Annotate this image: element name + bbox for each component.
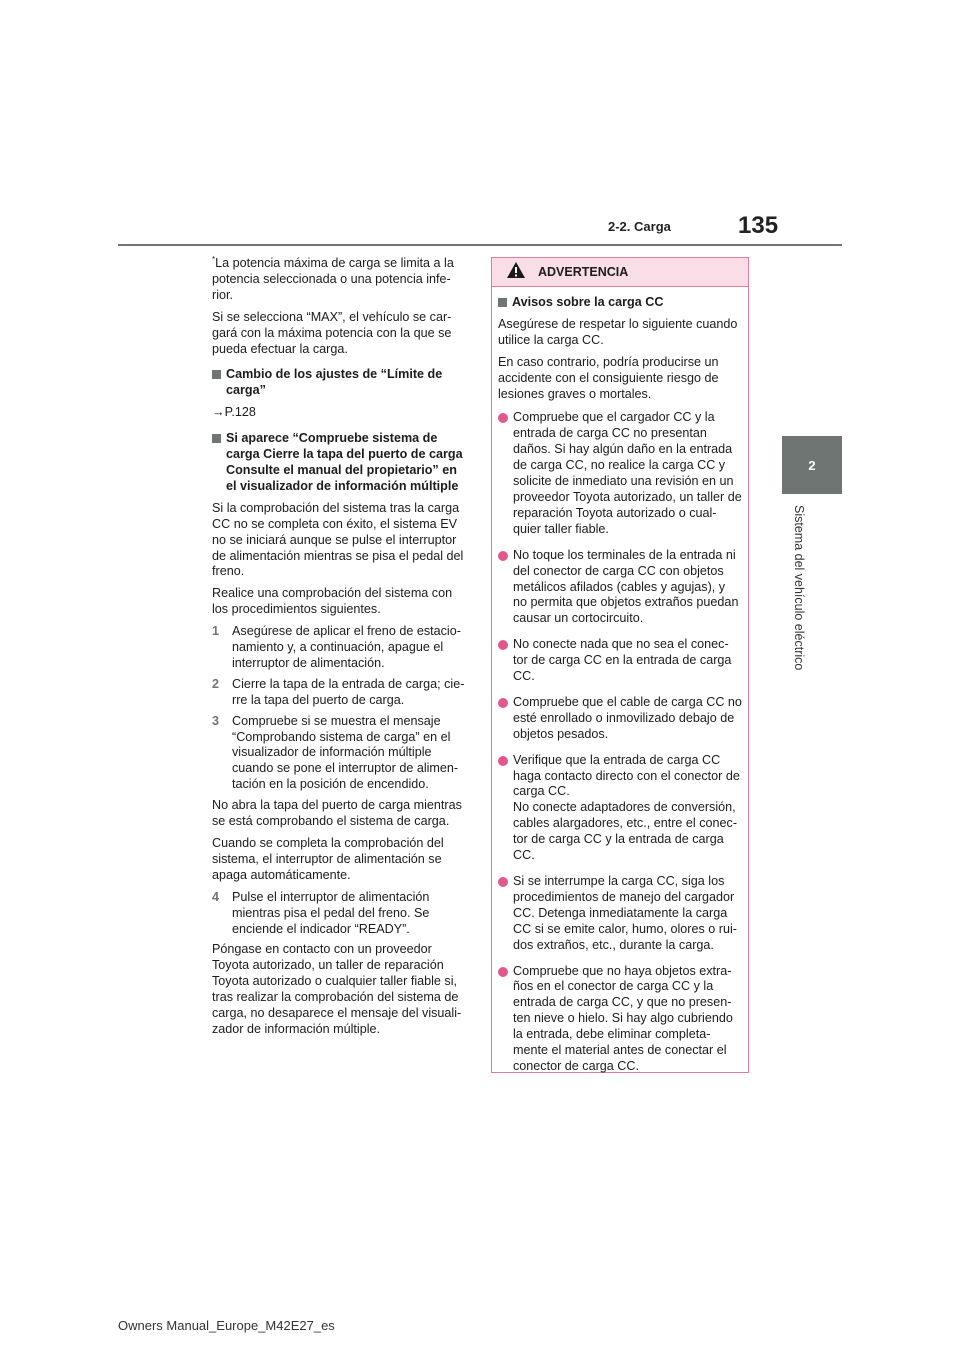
- step-text: Cierre la tapa de la entrada de carga; cie-rre la tapa del puerto de carga.: [232, 676, 465, 707]
- step: [212, 890, 470, 938]
- warning-subheading: [498, 295, 742, 311]
- warning-triangle-icon: [506, 261, 526, 284]
- footnote-mark: *: [212, 255, 216, 264]
- warning-header: [492, 258, 748, 287]
- heading-message-text: Si aparece “Compruebe sistema de carga Cierre la tapa del puerto de carga Consulte el manual del propietario” en el visualizador de información múltiple: [226, 431, 463, 493]
- para-no-open: No abra la tapa del puerto de carga mientras se está comprobando el sistema de carga.: [212, 798, 462, 829]
- para-procedure: Realice una comprobación del sistema con los procedimientos siguientes.: [212, 586, 453, 617]
- warning-bullet: [498, 874, 742, 954]
- warning-bullet-text: No toque los terminales de la entrada ni del conector de carga CC con objetos metálicos afilados (cables y agujas), y no permita que objetos extraños puedan causar un cortocircuito.: [513, 547, 739, 626]
- step-number: 2: [212, 676, 220, 691]
- step-number: 3: [212, 713, 220, 728]
- page-reference: →P.128: [212, 405, 256, 420]
- warning-body: [492, 287, 748, 1075]
- warning-bullet-text: Verifique que la entrada de carga CC haga contacto directo con el conector de carga CC. No conecte adaptadores de conversión, cables alargadores, etc., entre el conec-tor de carga CC y la entrada de carga CC.: [513, 752, 740, 863]
- chapter-label: Sistema del vehículo eléctrico: [792, 505, 806, 671]
- bullet-dot-icon: [498, 413, 508, 423]
- warning-box: [491, 257, 749, 1073]
- chapter-tab: 2: [782, 436, 842, 494]
- warning-bullet: [498, 964, 742, 1075]
- left-column: [212, 256, 470, 1044]
- warning-bullet-text: Compruebe que el cargador CC y la entrada de carga CC no presentan daños. Si hay algún daño en la entrada de carga CC, no realice la carga CC y solicite de inmediato una revisión en un proveedor Toyota autorizado, un taller de reparación Toyota autorizado o cual-quier taller fiable.: [513, 410, 742, 536]
- warning-bullet: [498, 753, 742, 864]
- warning-bullet: [498, 410, 742, 537]
- step-text: Compruebe si se muestra el mensaje “Comprobando sistema de carga” en el visualizador de información múltiple cuando se pone el interruptor de alimen-tación en la posición de encendido.: [232, 713, 459, 792]
- footnote: *La potencia máxima de carga se limita a la potencia seleccionada o una potencia infe-rior.: [212, 255, 454, 302]
- warning-bullet: [498, 548, 742, 628]
- step: [212, 714, 470, 794]
- warning-title: ADVERTENCIA: [538, 265, 629, 279]
- warning-intro: Asegúrese de respetar lo siguiente cuando utilice la carga CC.: [498, 316, 738, 347]
- bullet-dot-icon: [498, 877, 508, 887]
- warning-intro: En caso contrario, podría producirse un accidente con el consiguiente riesgo de lesiones graves o mortales.: [498, 354, 719, 401]
- page-number: 135: [738, 212, 779, 239]
- warning-bullet: [498, 695, 742, 743]
- bullet-dot-icon: [498, 967, 508, 977]
- step: [212, 624, 470, 672]
- warning-bullet-text: Compruebe que el cable de carga CC no esté enrollado o inmovilizado debajo de objetos pesados.: [513, 694, 742, 741]
- para-contact: Póngase en contacto con un proveedor Toyota autorizado, un taller de reparación Toyota autorizado o cualquier taller fiable si, tras realizar la comprobación del sistema de carga, no desaparece el mensaje del visuali-zador de información múltiple.: [212, 942, 462, 1036]
- step-text: Asegúrese de aplicar el freno de estacio-namiento y, a continuación, apague el interruptor de alimentación.: [232, 624, 461, 670]
- square-bullet-icon: [498, 298, 507, 307]
- heading-message: [212, 431, 470, 495]
- step-text: Pulse el interruptor de alimentación mientras pisa el pedal del freno. Se enciende el indicador “READY”.: [232, 889, 430, 936]
- header-section: 2-2. Carga: [608, 219, 671, 234]
- footer-text: Owners Manual_Europe_M42E27_es: [118, 1318, 335, 1333]
- warning-bullet-text: Compruebe que no haya objetos extra-ños en el conector de carga CC y la entrada de carga CC, y que no presen-ten nieve o hielo. Si hay algo cubriendo la entrada, debe eliminar completa-mente el material antes de conectar el conector de carga CC.: [513, 963, 733, 1073]
- warning-subheading-text: Avisos sobre la carga CC: [512, 295, 664, 309]
- heading-limit-text: Cambio de los ajustes de “Límite de carga”: [226, 367, 443, 398]
- bullet-dot-icon: [498, 698, 508, 708]
- para-check: Si la comprobación del sistema tras la carga CC no se completa con éxito, el sistema EV no se iniciará aunque se pulse el interruptor de alimentación mientras se pisa el pedal del freno.: [212, 500, 464, 579]
- step: [212, 677, 470, 709]
- bullet-dot-icon: [498, 551, 508, 561]
- warning-bullet-text: Si se interrumpe la carga CC, siga los procedimientos de manejo del cargador CC. Detenga inmediatamente la carga CC si se emite calor, humo, olores o rui-dos extraños, etc., durante la carga.: [513, 874, 737, 952]
- step-number: 1: [212, 624, 220, 639]
- warning-bullet: [498, 637, 742, 685]
- header-rule: [118, 244, 842, 246]
- square-bullet-icon: [212, 370, 221, 379]
- bullet-dot-icon: [498, 756, 508, 766]
- bullet-dot-icon: [498, 640, 508, 650]
- heading-limit: [212, 367, 470, 399]
- para-complete: Cuando se completa la comprobación del sistema, el interruptor de alimentación se apaga automáticamente.: [212, 836, 444, 882]
- square-bullet-icon: [212, 434, 221, 443]
- step-number: 4: [212, 889, 220, 904]
- max-note: Si se selecciona “MAX”, el vehículo se car-gará con la máxima potencia con la que se pueda efectuar la carga.: [212, 309, 452, 356]
- warning-bullet-text: No conecte nada que no sea el conec-tor de carga CC en la entrada de carga CC.: [513, 637, 732, 684]
